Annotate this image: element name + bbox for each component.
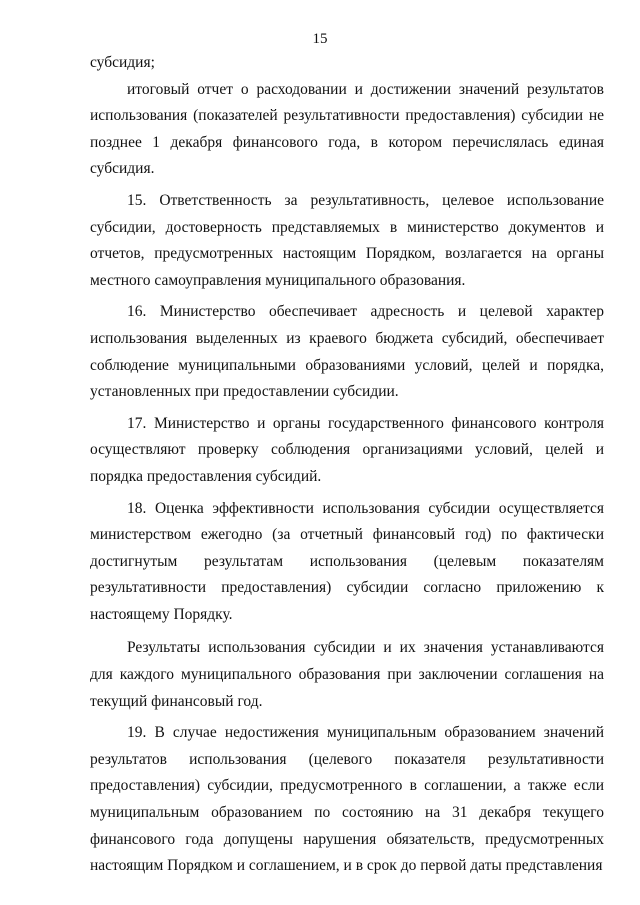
paragraph-results: Результаты использования субсидии и их значения устанавливаются для каждого муниципального образования при заключении соглашения на текущий финансовый год. — [90, 639, 604, 710]
paragraph-17: 17. Министерство и органы государственного финансового контроля осуществляют проверку соблюдения организациями условий, целей и порядка предоставления субсидий. — [90, 414, 604, 485]
paragraph-18: 18. Оценка эффективности использования субсидии осуществляется министерством ежегодно (за отчетный финансовый год) по фактически достигнутым результатам использования (целевым показателям результативности предоставления) субсидии согласно приложению к настоящему Порядку. — [90, 499, 604, 623]
paragraph-final-report: итоговый отчет о расходовании и достижении значений результатов использования (показателей результативности предоставления) субсидии не позднее 1 декабря финансового года, в котором перечислялась единая субсидия. — [90, 80, 604, 178]
paragraph-19: 19. В случае недостижения муниципальным образованием значений результатов использования (целевого показателя результативности предоставления) субсидии, предусмотренного в соглашении, а также если муниципальным образованием по состоянию на 31 декабря текущего финансового года допущены нарушения обязательств, предусмотренных настоящим Порядком и соглашением, и в срок до первой даты представления — [90, 724, 604, 875]
document-body — [90, 50, 604, 880]
page-number: 15 — [312, 31, 328, 47]
paragraph-16: 16. Министерство обеспечивает адресность и целевой характер использования выделенных из краевого бюджета субсидий, обеспечивает соблюдение муниципальными образованиями условий, целей и порядка, установленных при предоставлении субсидии. — [90, 303, 604, 401]
paragraph-subsidy-fragment: субсидия; — [90, 54, 155, 71]
paragraph-15: 15. Ответственность за результативность, целевое использование субсидии, достоверность представляемых в министерство документов и отчетов, предусмотренных настоящим Порядком, возлагается на органы местного самоуправления муниципального образования. — [90, 191, 604, 289]
